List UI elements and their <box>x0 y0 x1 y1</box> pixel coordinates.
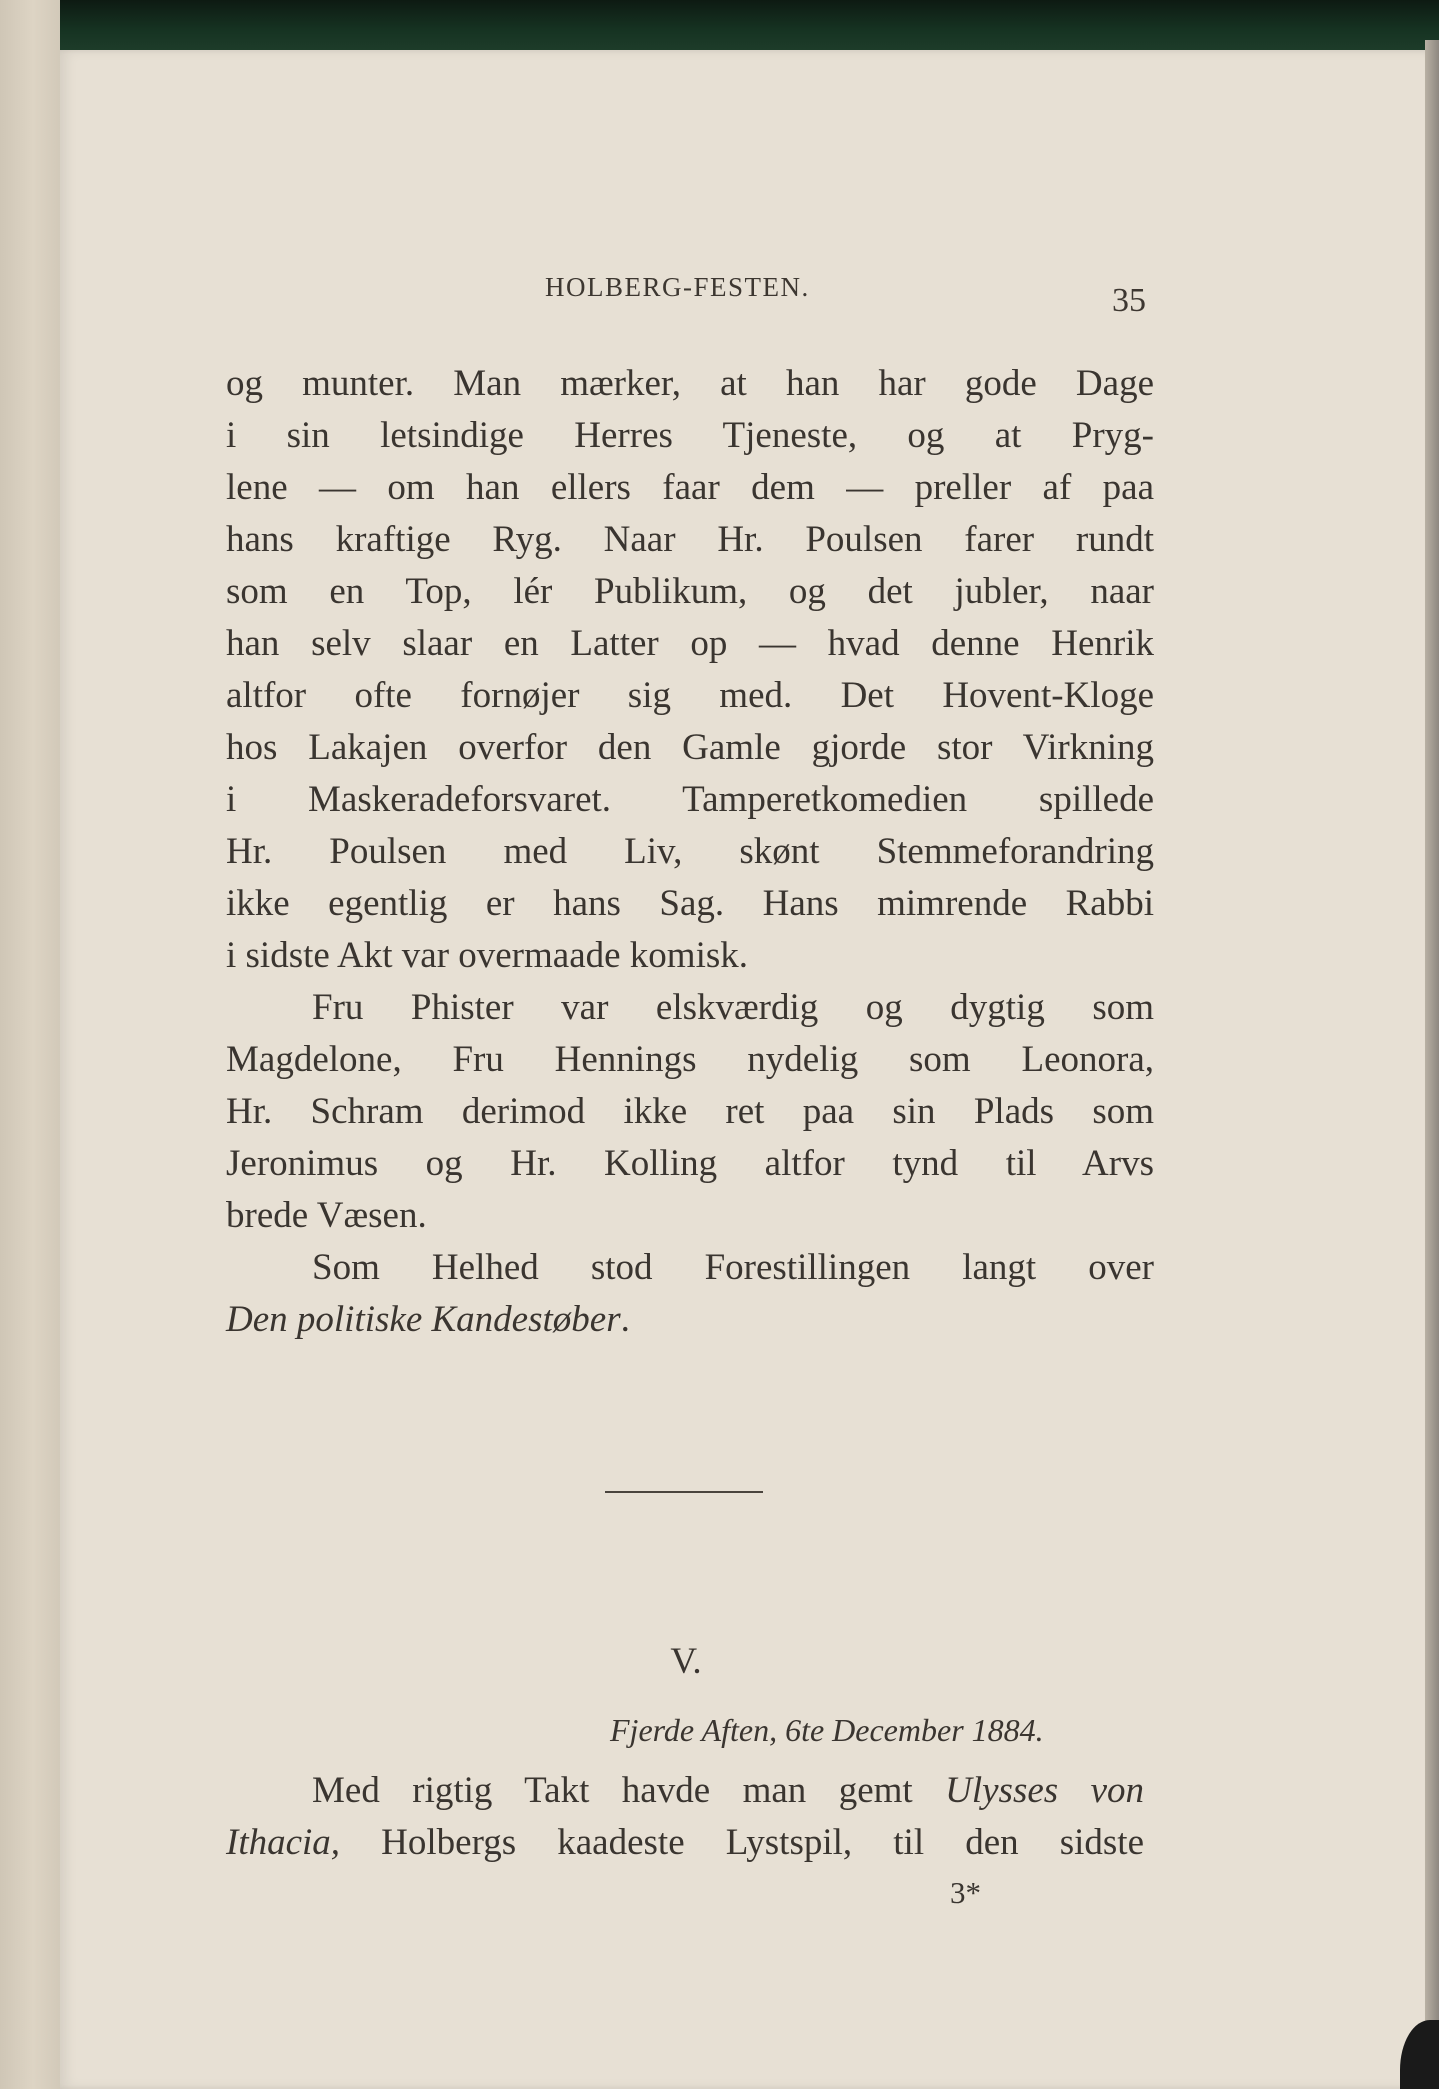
text-line: altfor ofte fornøjer sig med. Det Hovent-Kloge <box>226 675 1154 716</box>
text-line: Fru Phister var elskværdig og dygtig som <box>312 987 1154 1028</box>
text-line: hans kraftige Ryg. Naar Hr. Poulsen farer rundt <box>226 519 1154 560</box>
page-gutter <box>0 0 60 2089</box>
continuation-text <box>226 1765 1144 1869</box>
dateline: Fjerde Aften, 6te December 1884. <box>610 1712 1044 1748</box>
text-line: i Maskeradeforsvaret. Tamperetkomedien spillede <box>226 779 1154 820</box>
text-line <box>226 1765 1144 1817</box>
play-title: Den politiske Kandestøber <box>226 1299 621 1340</box>
text-line: ikke egentlig er hans Sag. Hans mimrende Rabbi <box>226 883 1154 924</box>
text-line: Magdelone, Fru Hennings nydelig som Leonora, <box>226 1039 1154 1080</box>
section-number: V. <box>670 1641 702 1682</box>
body-text <box>226 358 1154 1346</box>
text-line: og munter. Man mærker, at han har gode Dage <box>226 363 1154 404</box>
text-line: Hr. Schram derimod ikke ret paa sin Plads som <box>226 1091 1154 1132</box>
text-line: lene — om han ellers faar dem — preller af paa <box>226 467 1154 508</box>
text-line: Som Helhed stod Forestillingen langt over <box>312 1247 1154 1288</box>
play-title: Ithacia, <box>226 1822 341 1863</box>
text-line: Hr. Poulsen med Liv, skønt Stemmeforandring <box>226 831 1154 872</box>
play-title: Ulysses von <box>945 1770 1145 1811</box>
running-header: HOLBERG-FESTEN. <box>545 272 810 302</box>
text-line: brede Væsen. <box>226 1195 427 1236</box>
text-line: Jeronimus og Hr. Kolling altfor tynd til Arvs <box>226 1143 1154 1184</box>
punctuation: . <box>620 1299 630 1340</box>
text-line: i sidste Akt var overmaade komisk. <box>226 935 749 976</box>
page-edge <box>1425 40 1439 2089</box>
text-line <box>226 1294 1154 1346</box>
signature-mark: 3* <box>950 1875 981 1910</box>
section-divider <box>605 1491 763 1493</box>
text-line <box>226 1817 1144 1869</box>
text-line: hos Lakajen overfor den Gamle gjorde stor Virkning <box>226 727 1154 768</box>
text-line: som en Top, lér Publikum, og det jubler, naar <box>226 571 1154 612</box>
text-line: han selv slaar en Latter op — hvad denne Henrik <box>226 623 1154 664</box>
page-number: 35 <box>1112 282 1146 319</box>
text-segment: Holbergs kaadeste Lystspil, til den sidste <box>381 1822 1144 1863</box>
text-line: i sin letsindige Herres Tjeneste, og at Pryg- <box>226 415 1154 456</box>
book-cover-edge <box>0 0 1439 55</box>
text-segment: Med rigtig Takt havde man gemt <box>312 1770 913 1811</box>
